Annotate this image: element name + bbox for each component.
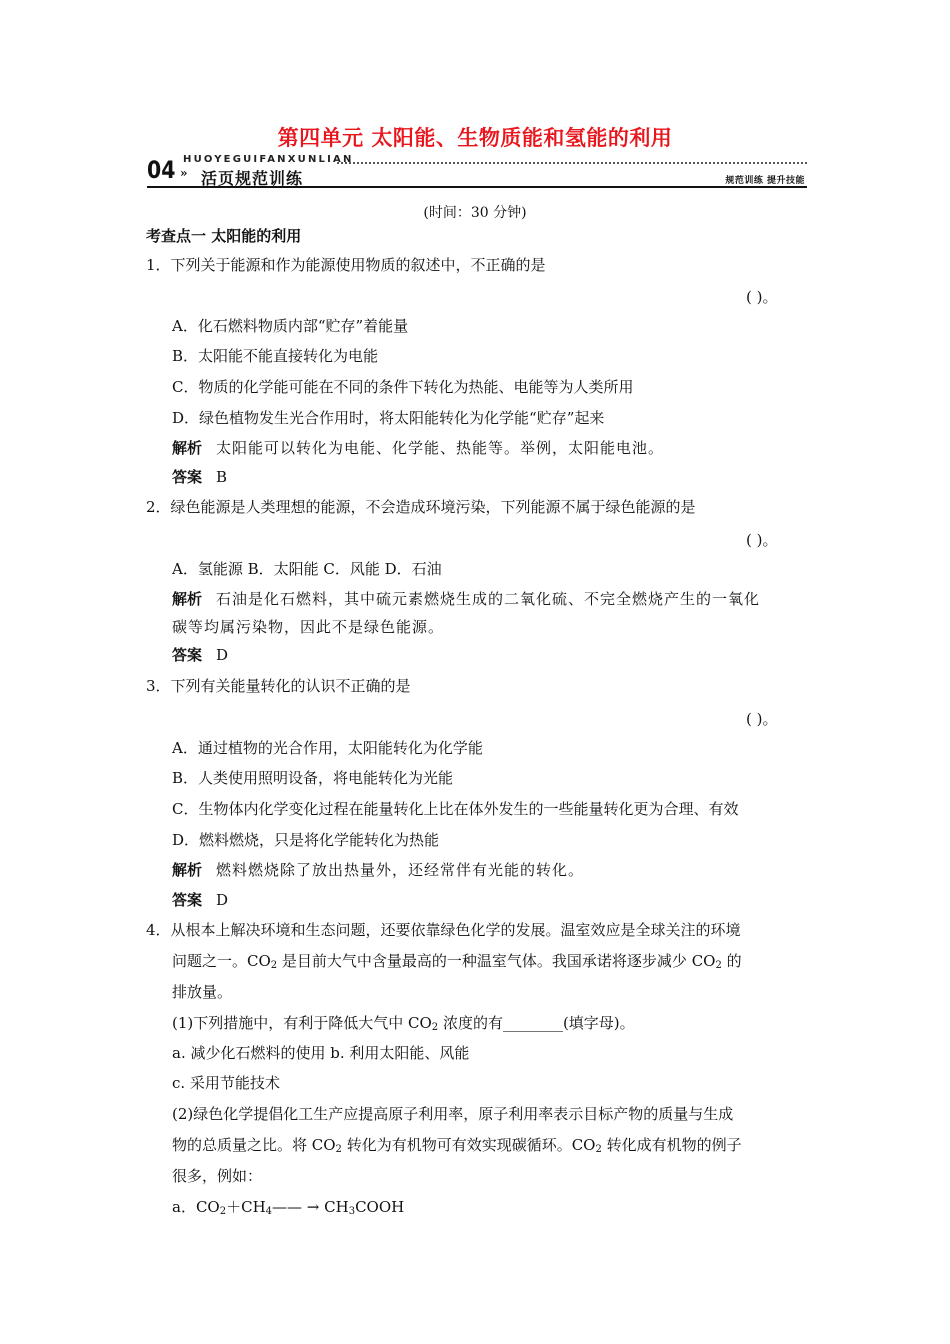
double-arrow-icon: » xyxy=(180,166,188,180)
q1-option-a: A．化石燃料物质内部“贮存”着能量 xyxy=(172,317,409,335)
q4-stem-line-3: 排放量。 xyxy=(172,983,233,1001)
subscript: 2 xyxy=(270,960,278,971)
banner-unit-number: 04 xyxy=(147,156,176,184)
q3-option-d: D．燃料燃烧，只是将化学能转化为热能 xyxy=(172,831,440,849)
explain-label: 解析 xyxy=(172,861,203,879)
q4-part-2-text: 物的总质量之比。将 CO xyxy=(172,1136,336,1154)
q1-option-b: B．太阳能不能直接转化为电能 xyxy=(172,347,379,365)
q1-option-c: C．物质的化学能可能在不同的条件下转化为热能、电能等为人类所用 xyxy=(172,378,634,396)
q4-part-2-text: 转化成有机物的例子 xyxy=(601,1136,742,1154)
q4-part-2-text: 转化为有机物可有效实现碳循环。CO xyxy=(341,1136,596,1154)
q4-equation-a xyxy=(172,1197,404,1217)
answer-label: 答案 xyxy=(172,468,203,486)
q3-explanation-text: 燃料燃烧除了放出热量外，还经常伴有光能的转化。 xyxy=(216,861,585,879)
time-note: (时间：30 分钟) xyxy=(423,205,527,221)
q1-answer-blank: ( )。 xyxy=(746,288,778,306)
q3-answer-blank: ( )。 xyxy=(746,710,778,728)
q3-explanation xyxy=(172,860,584,880)
banner-rule xyxy=(147,186,807,188)
q1-stem: 1．下列关于能源和作为能源使用物质的叙述中，不正确的是 xyxy=(146,256,546,274)
equation-text: ＋CH xyxy=(226,1198,266,1216)
q4-stem-text: 的 xyxy=(721,952,742,970)
q2-answer-blank: ( )。 xyxy=(746,531,778,549)
q2-answer-value: D xyxy=(216,646,229,664)
q3-option-b: B．人类使用照明设备，将电能转化为光能 xyxy=(172,769,454,787)
banner-heading: 活页规范训练 xyxy=(201,169,304,188)
banner-slogan: 规范训练 提升技能 xyxy=(725,176,805,186)
section-banner xyxy=(147,152,807,190)
q3-option-c: C．生物体内化学变化过程在能量转化上比在体外发生的一些能量转化更为合理、有效 xyxy=(172,800,739,818)
q4-stem-line-1: 4．从根本上解决环境和生态问题，还要依靠绿色化学的发展。温室效应是全球关注的环境 xyxy=(146,921,741,939)
explain-label: 解析 xyxy=(172,590,203,608)
q4-part-2-line-2 xyxy=(172,1135,742,1155)
q4-stem-line-2 xyxy=(172,951,742,971)
subscript: 2 xyxy=(595,1144,602,1155)
banner-pinyin: HUOYEGUIFANXUNLIAN xyxy=(183,154,354,165)
q1-explanation xyxy=(172,438,664,458)
q2-answer xyxy=(172,645,228,665)
answer-label: 答案 xyxy=(172,891,203,909)
q3-stem: 3．下列有关能量转化的认识不正确的是 xyxy=(146,677,411,695)
q2-explanation-text-1: 石油是化石燃料，其中硫元素燃烧生成的二氧化硫、不完全燃烧产生的一氧化 xyxy=(216,590,761,608)
subscript: 2 xyxy=(715,960,722,971)
q2-explanation xyxy=(172,589,760,609)
subscript: 3 xyxy=(348,1206,356,1217)
q4-part-1-text: (1)下列措施中，有利于降低大气中 CO xyxy=(172,1014,432,1032)
q2-explanation-text-2: 碳等均属污染物，因此不是绿色能源。 xyxy=(172,618,445,636)
reaction-arrow-icon: —— → xyxy=(272,1198,320,1216)
equation-text: CH xyxy=(319,1198,349,1216)
q4-part-2-line-1: (2)绿色化学提倡化工生产应提高原子利用率，原子利用率表示目标产物的质量与生成 xyxy=(172,1105,734,1123)
subscript: 4 xyxy=(265,1206,273,1217)
q3-answer xyxy=(172,890,228,910)
section-heading: 考查点一 太阳能的利用 xyxy=(146,227,302,245)
q4-stem-text: 问题之一。CO xyxy=(172,952,271,970)
q4-part-2-line-3: 很多，例如： xyxy=(172,1167,263,1185)
q1-answer-value: B xyxy=(216,468,228,486)
subscript: 2 xyxy=(335,1144,342,1155)
equation-text: COOH xyxy=(355,1198,405,1216)
q4-part-1-text: 浓度的有________(填字母)。 xyxy=(438,1014,635,1032)
q4-part-1-options-ab: a. 减少化石燃料的使用 b. 利用太阳能、风能 xyxy=(172,1044,470,1062)
subscript: 2 xyxy=(219,1206,227,1217)
banner-dotted-line xyxy=(337,162,807,164)
q4-stem-text: 是目前大气中含量最高的一种温室气体。我国承诺将逐步减少 CO xyxy=(277,952,716,970)
q4-part-1-option-c: c. 采用节能技术 xyxy=(172,1074,280,1092)
q3-answer-value: D xyxy=(216,891,229,909)
q4-part-1 xyxy=(172,1013,635,1033)
equation-text: a．CO xyxy=(172,1198,220,1216)
explain-label: 解析 xyxy=(172,439,203,457)
q2-options: A．氢能源 B．太阳能 C．风能 D．石油 xyxy=(172,560,442,578)
q1-option-d: D．绿色植物发生光合作用时，将太阳能转化为化学能“贮存”起来 xyxy=(172,409,605,427)
page-title: 第四单元 太阳能、生物质能和氢能的利用 xyxy=(277,126,673,150)
q1-explanation-text: 太阳能可以转化为电能、化学能、热能等。举例，太阳能电池。 xyxy=(216,439,665,457)
q3-option-a: A．通过植物的光合作用，太阳能转化为化学能 xyxy=(172,739,483,757)
subscript: 2 xyxy=(431,1022,439,1033)
answer-label: 答案 xyxy=(172,646,203,664)
q1-answer xyxy=(172,467,227,487)
q2-stem: 2．绿色能源是人类理想的能源，不会造成环境污染，下列能源不属于绿色能源的是 xyxy=(146,498,696,516)
